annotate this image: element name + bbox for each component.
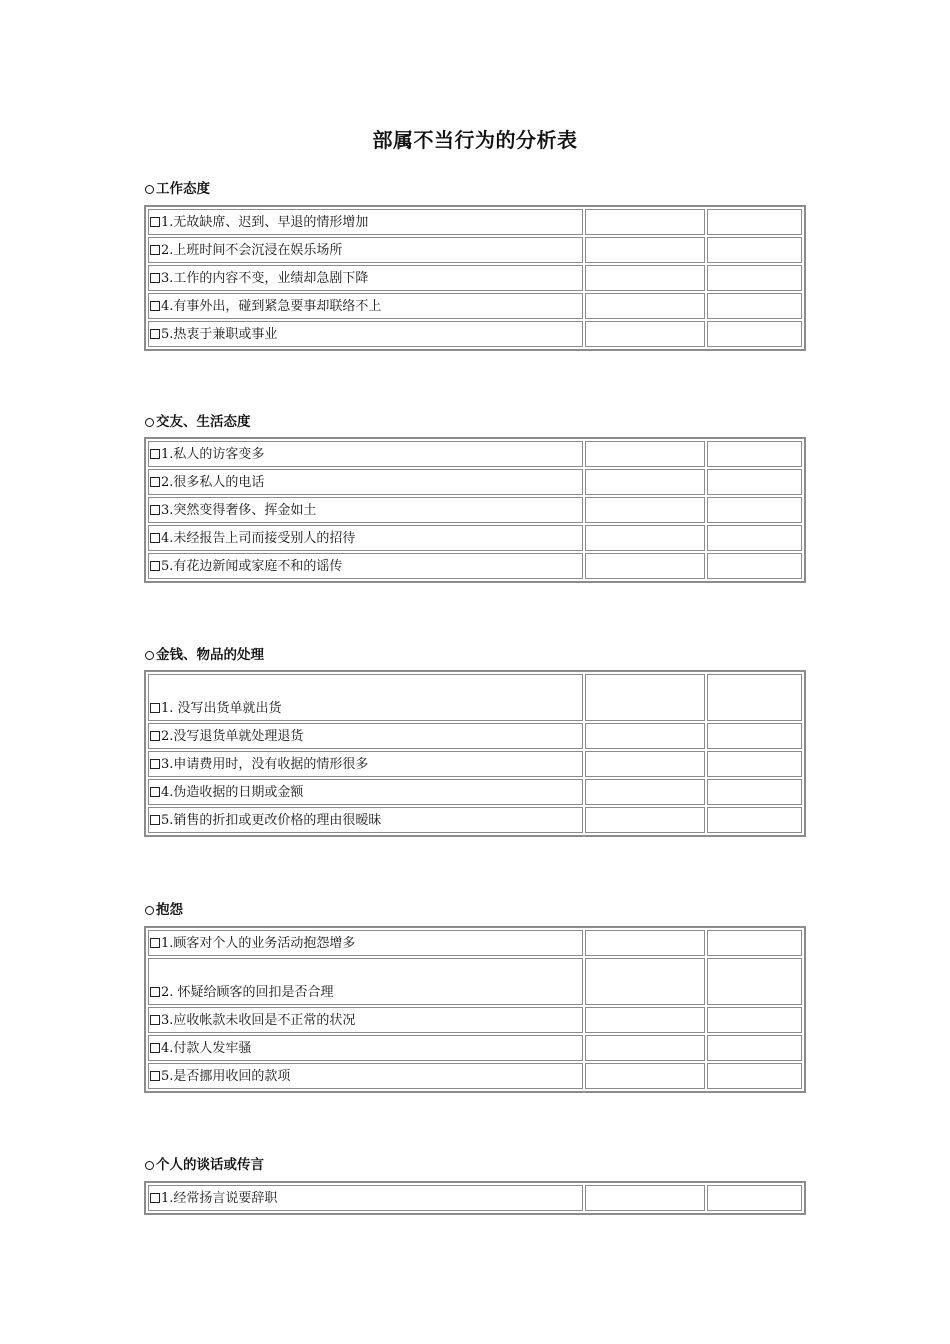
social-life-table <box>144 437 806 583</box>
blank-cell <box>585 237 705 263</box>
blank-cell <box>707 293 802 319</box>
blank-cell <box>707 441 802 467</box>
blank-cell <box>707 1063 802 1089</box>
item-cell: 5.有花边新闻或家庭不和的谣传 <box>148 553 583 579</box>
table-row <box>148 723 802 749</box>
blank-cell <box>707 930 802 956</box>
item-cell: 2. 怀疑给顾客的回扣是否合理 <box>148 958 583 1005</box>
blank-cell <box>585 723 705 749</box>
blank-cell <box>707 1185 802 1211</box>
blank-cell <box>707 553 802 579</box>
section-heading-money-goods: 金钱、物品的处理 <box>145 647 264 663</box>
item-cell: 1.经常扬言说要辞职 <box>148 1185 583 1211</box>
section-heading-work-attitude: 工作态度 <box>145 181 210 197</box>
item-cell: 3.工作的内容不变，业绩却急剧下降 <box>148 265 583 291</box>
item-cell: 4.付款人发牢骚 <box>148 1035 583 1061</box>
table-row <box>148 469 802 495</box>
checkbox-icon[interactable] <box>150 301 160 311</box>
blank-cell <box>585 209 705 235</box>
blank-cell <box>707 321 802 347</box>
blank-cell <box>585 525 705 551</box>
blank-cell <box>707 469 802 495</box>
blank-cell <box>585 497 705 523</box>
checkbox-icon[interactable] <box>150 1043 160 1053</box>
checkbox-icon[interactable] <box>150 987 160 997</box>
blank-cell <box>707 497 802 523</box>
checkbox-icon[interactable] <box>150 759 160 769</box>
checkbox-icon[interactable] <box>150 533 160 543</box>
item-cell: 1.顾客对个人的业务活动抱怨增多 <box>148 930 583 956</box>
section-heading-personal-talk: 个人的谈话或传言 <box>145 1157 264 1173</box>
money-goods-table <box>144 670 806 837</box>
blank-cell <box>707 209 802 235</box>
blank-cell <box>707 807 802 833</box>
circle-bullet-icon <box>145 651 154 660</box>
item-cell: 3.突然变得奢侈、挥金如土 <box>148 497 583 523</box>
complaints-table <box>144 926 806 1093</box>
checkbox-icon[interactable] <box>150 703 160 713</box>
item-cell: 5.销售的折扣或更改价格的理由很暧昧 <box>148 807 583 833</box>
checkbox-icon[interactable] <box>150 505 160 515</box>
blank-cell <box>585 321 705 347</box>
blank-cell <box>585 441 705 467</box>
table-row <box>148 441 802 467</box>
table-row <box>148 293 802 319</box>
item-cell: 4.伪造收据的日期或金额 <box>148 779 583 805</box>
blank-cell <box>585 958 705 1005</box>
blank-cell <box>707 1035 802 1061</box>
item-cell: 1. 没写出货单就出货 <box>148 674 583 721</box>
table-row <box>148 321 802 347</box>
item-cell: 1.私人的访客变多 <box>148 441 583 467</box>
table-row <box>148 209 802 235</box>
checkbox-icon[interactable] <box>150 938 160 948</box>
blank-cell <box>707 265 802 291</box>
blank-cell <box>707 751 802 777</box>
circle-bullet-icon <box>145 185 154 194</box>
blank-cell <box>707 237 802 263</box>
item-cell: 4.未经报告上司而接受别人的招待 <box>148 525 583 551</box>
table-row <box>148 930 802 956</box>
table-row <box>148 958 802 1005</box>
blank-cell <box>585 293 705 319</box>
checkbox-icon[interactable] <box>150 561 160 571</box>
blank-cell <box>707 1007 802 1033</box>
blank-cell <box>585 469 705 495</box>
personal-talk-table <box>144 1181 806 1215</box>
blank-cell <box>707 674 802 721</box>
item-cell: 3.申请费用时，没有收据的情形很多 <box>148 751 583 777</box>
checkbox-icon[interactable] <box>150 731 160 741</box>
checkbox-icon[interactable] <box>150 217 160 227</box>
work-attitude-table <box>144 205 806 351</box>
blank-cell <box>585 1035 705 1061</box>
item-cell: 4.有事外出，碰到紧急要事却联络不上 <box>148 293 583 319</box>
checkbox-icon[interactable] <box>150 1015 160 1025</box>
table-row <box>148 525 802 551</box>
item-cell: 2.上班时间不会沉浸在娱乐场所 <box>148 237 583 263</box>
table-row <box>148 237 802 263</box>
item-cell: 5.是否挪用收回的款项 <box>148 1063 583 1089</box>
blank-cell <box>585 751 705 777</box>
item-cell: 2.没写退货单就处理退货 <box>148 723 583 749</box>
table-row <box>148 265 802 291</box>
checkbox-icon[interactable] <box>150 273 160 283</box>
page-title: 部属不当行为的分析表 <box>372 128 578 152</box>
table-row <box>148 1007 802 1033</box>
blank-cell <box>707 779 802 805</box>
table-row <box>148 751 802 777</box>
checkbox-icon[interactable] <box>150 787 160 797</box>
checkbox-icon[interactable] <box>150 477 160 487</box>
checkbox-icon[interactable] <box>150 449 160 459</box>
item-cell: 5.热衷于兼职或事业 <box>148 321 583 347</box>
blank-cell <box>585 807 705 833</box>
blank-cell <box>707 525 802 551</box>
blank-cell <box>585 553 705 579</box>
blank-cell <box>585 1185 705 1211</box>
section-heading-social-life: 交友、生活态度 <box>145 414 251 430</box>
blank-cell <box>707 723 802 749</box>
blank-cell <box>585 1007 705 1033</box>
checkbox-icon[interactable] <box>150 245 160 255</box>
blank-cell <box>585 930 705 956</box>
circle-bullet-icon <box>145 418 154 427</box>
blank-cell <box>585 779 705 805</box>
section-heading-complaints: 抱怨 <box>145 902 183 918</box>
item-cell: 3.应收帐款未收回是不正常的状况 <box>148 1007 583 1033</box>
checkbox-icon[interactable] <box>150 815 160 825</box>
circle-bullet-icon <box>145 1161 154 1170</box>
checkbox-icon[interactable] <box>150 1193 160 1203</box>
circle-bullet-icon <box>145 906 154 915</box>
table-row <box>148 1185 802 1211</box>
checkbox-icon[interactable] <box>150 1071 160 1081</box>
table-row <box>148 807 802 833</box>
table-row <box>148 1035 802 1061</box>
table-row <box>148 779 802 805</box>
table-row <box>148 497 802 523</box>
checkbox-icon[interactable] <box>150 329 160 339</box>
blank-cell <box>585 1063 705 1089</box>
table-row <box>148 674 802 721</box>
item-cell: 2.很多私人的电话 <box>148 469 583 495</box>
blank-cell <box>585 265 705 291</box>
blank-cell <box>585 674 705 721</box>
blank-cell <box>707 958 802 1005</box>
table-row <box>148 553 802 579</box>
item-cell: 1.无故缺席、迟到、早退的情形增加 <box>148 209 583 235</box>
table-row <box>148 1063 802 1089</box>
